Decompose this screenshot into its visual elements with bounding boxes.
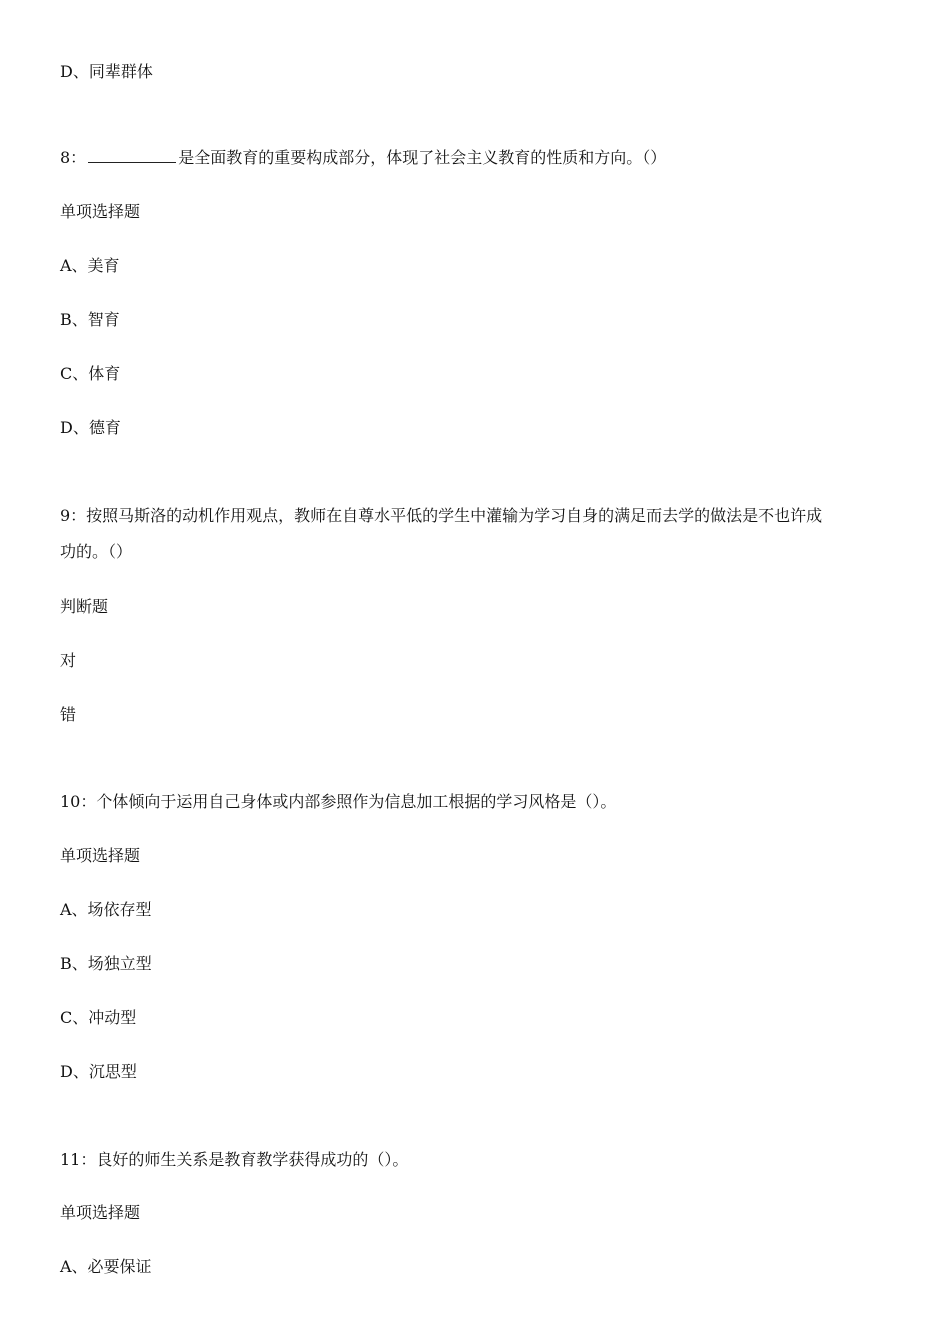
q8-blank [88,148,176,163]
q10-stem: 10：个体倾向于运用自己身体或内部参照作为信息加工根据的学习风格是（）。 [60,792,617,811]
q8-stem-text: 是全面教育的重要构成部分，体现了社会主义教育的性质和方向。（） [178,148,667,167]
q11-option-a: A、必要保证 [60,1257,152,1276]
q8-type: 单项选择题 [60,202,141,221]
q9-option-true: 对 [60,651,77,670]
q10-option-d: D、沉思型 [60,1062,137,1081]
q9-type: 判断题 [60,597,109,616]
q9-stem-line1: 9：按照马斯洛的动机作用观点，教师在自尊水平低的学生中灌输为学习自身的满足而去学的做法是不也许成 [60,506,823,525]
q8-option-b: B、智育 [60,310,120,329]
q9-option-false: 错 [60,705,77,724]
q8-stem [60,148,666,168]
q11-type: 单项选择题 [60,1203,141,1222]
q10-option-b: B、场独立型 [60,954,152,973]
q10-option-c: C、冲动型 [60,1008,137,1027]
q8-option-d: D、德育 [60,418,121,437]
q11-stem: 11：良好的师生关系是教育教学获得成功的（）。 [60,1150,409,1169]
q8-number: 8： [60,148,87,167]
q8-option-a: A、美育 [60,256,120,275]
q7-option-d: D、同辈群体 [60,62,153,81]
q10-option-a: A、场依存型 [60,900,152,919]
q9-stem-line2: 功的。（） [60,542,133,561]
q8-option-c: C、体育 [60,364,121,383]
q10-type: 单项选择题 [60,846,141,865]
